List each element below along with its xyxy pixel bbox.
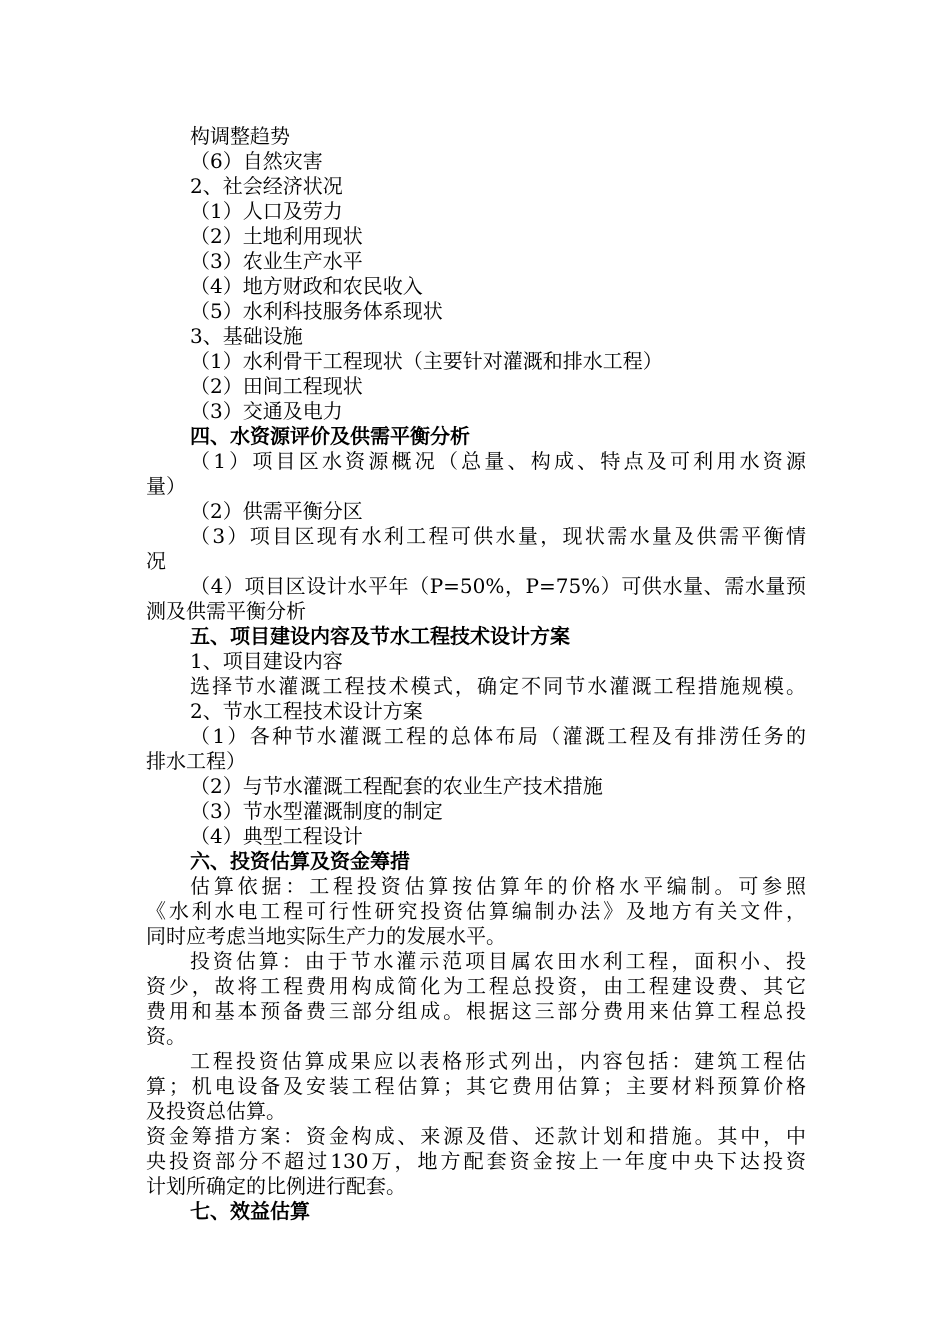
- text-line: 投资估算：由于节水灌示范项目属农田水利工程，面积小、投: [190, 949, 806, 973]
- text-line: 测及供需平衡分析: [146, 599, 306, 623]
- text-line: 资少，故将工程费用构成简化为工程总投资，由工程建设费、其它: [146, 974, 806, 998]
- text-line: 况: [146, 549, 166, 573]
- text-line: 计划所确定的比例进行配套。: [146, 1174, 406, 1198]
- text-line: 资金筹措方案：资金构成、来源及借、还款计划和措施。其中，中: [146, 1124, 806, 1148]
- text-line: 构调整趋势: [190, 124, 290, 148]
- text-line: 工程投资估算成果应以表格形式列出，内容包括：建筑工程估: [190, 1049, 806, 1073]
- section-heading: 六、投资估算及资金筹措: [190, 849, 410, 873]
- text-line: 费用和基本预备费三部分组成。根据这三部分费用来估算工程总投: [146, 999, 806, 1023]
- text-line: 资。: [146, 1024, 186, 1048]
- text-line: 同时应考虑当地实际生产力的发展水平。: [146, 924, 506, 948]
- text-line: （2）供需平衡分区: [190, 499, 363, 523]
- text-line: 2、社会经济状况: [190, 174, 343, 198]
- section-heading: 七、效益估算: [190, 1199, 310, 1223]
- text-line: 及投资总估算。: [146, 1099, 286, 1123]
- text-line: 2、节水工程技术设计方案: [190, 699, 423, 723]
- text-line: （2）田间工程现状: [190, 374, 363, 398]
- text-line: 量）: [146, 474, 186, 498]
- text-line: （5）水利科技服务体系现状: [190, 299, 443, 323]
- text-line: （1）各种节水灌溉工程的总体布局（灌溉工程及有排涝任务的: [190, 724, 806, 748]
- text-line: （4）项目区设计水平年（P=50%，P=75%）可供水量、需水量预: [190, 574, 806, 598]
- text-line: （1）项目区水资源概况（总量、构成、特点及可利用水资源: [190, 449, 806, 473]
- text-line: （4）典型工程设计: [190, 824, 363, 848]
- text-line: （3）农业生产水平: [190, 249, 363, 273]
- text-line: （3）项目区现有水利工程可供水量，现状需水量及供需平衡情: [190, 524, 806, 548]
- text-line: （2）与节水灌溉工程配套的农业生产技术措施: [190, 774, 603, 798]
- text-line: （6）自然灾害: [190, 149, 323, 173]
- text-line: 《水利水电工程可行性研究投资估算编制办法》及地方有关文件，: [146, 899, 806, 923]
- text-line: （2）土地利用现状: [190, 224, 363, 248]
- text-line: （4）地方财政和农民收入: [190, 274, 423, 298]
- text-line: 央投资部分不超过130万，地方配套资金按上一年度中央下达投资: [146, 1149, 806, 1173]
- text-line: 1、项目建设内容: [190, 649, 343, 673]
- section-heading: 五、项目建设内容及节水工程技术设计方案: [190, 624, 570, 648]
- text-line: 估算依据：工程投资估算按估算年的价格水平编制。可参照: [190, 874, 806, 898]
- text-line: 算；机电设备及安装工程估算；其它费用估算；主要材料预算价格: [146, 1074, 806, 1098]
- text-line: （1）人口及劳力: [190, 199, 343, 223]
- text-line: （3）节水型灌溉制度的制定: [190, 799, 443, 823]
- text-line: 排水工程）: [146, 749, 246, 773]
- text-line: 3、基础设施: [190, 324, 303, 348]
- text-line: （1）水利骨干工程现状（主要针对灌溉和排水工程）: [190, 349, 663, 373]
- text-line: （3）交通及电力: [190, 399, 343, 423]
- text-line: 选择节水灌溉工程技术模式，确定不同节水灌溉工程措施规模。: [190, 674, 806, 698]
- section-heading: 四、水资源评价及供需平衡分析: [190, 424, 470, 448]
